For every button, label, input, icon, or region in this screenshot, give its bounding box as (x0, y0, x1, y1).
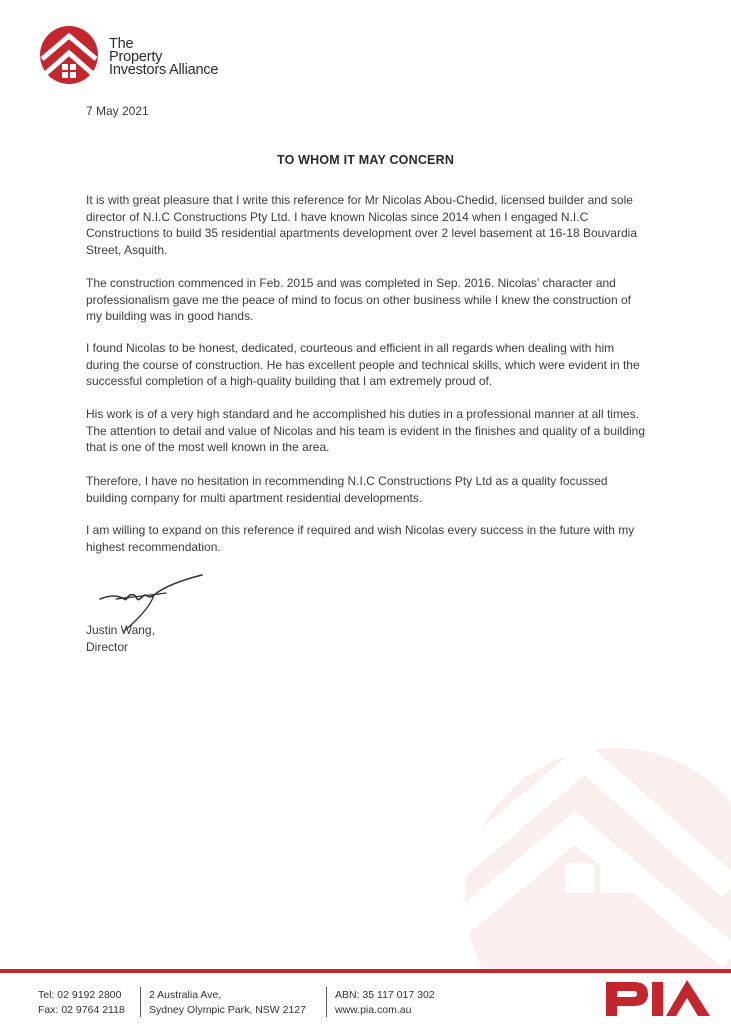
paragraph-5: Therefore, I have no hesitation in recommending N.I.C Constructions Pty Ltd as a quality focussed building company for multi apartment residential developments. (86, 474, 608, 505)
company-logo (38, 26, 238, 88)
footer-fax: Fax: 02 9764 2118 (38, 1003, 125, 1016)
footer-website[interactable]: www.pia.com.au (335, 1003, 412, 1016)
signatory-name: Justin Wang, (86, 623, 155, 637)
letter-heading: TO WHOM IT MAY CONCERN (276, 153, 455, 167)
signatory-block (86, 622, 155, 655)
footer-phone-block (38, 988, 125, 1017)
footer-address-line-1: 2 Australia Ave, (149, 989, 222, 1001)
house-watermark (455, 738, 731, 974)
paragraph-3: I found Nicolas to be honest, dedicated, courteous and efficient in all regards when dealing with him during the course of construction. He has excellent people and technical skills, which were evident in the successful completion of a high-quality building that I am extremely proud of. (86, 341, 640, 389)
logo-wordmark (109, 38, 218, 77)
logo-line-3: Investors Alliance (109, 62, 219, 78)
footer-divider (140, 987, 141, 1017)
signatory-title: Director (86, 639, 129, 654)
footer-divider (326, 987, 327, 1017)
house-logo-icon (38, 26, 104, 86)
letter-date: 7 May 2021 (86, 104, 149, 118)
paragraph-6: I am willing to expand on this reference if required and wish Nicolas every success in the future with my highest recommendation. (86, 523, 635, 554)
footer-address-block (149, 988, 306, 1017)
footer-tel: Tel: 02 9192 2800 (38, 989, 122, 1001)
logo-line-2: Property (109, 49, 163, 65)
footer-address-line-2: Sydney Olympic Park, NSW 2127 (149, 1003, 306, 1016)
paragraph-4: His work is of a very high standard and he accomplished his duties in a professional manner at all times. The attention to detail and value of Nicolas and his team is evident in the finishes and quality of a building that is one of the most well known in the area. (86, 407, 646, 455)
pia-logo (604, 978, 710, 1018)
footer-rule (0, 969, 731, 973)
logo-line-1: The (109, 36, 134, 52)
footer-abn: ABN: 35 117 017 302 (335, 989, 435, 1001)
footer-business-block (335, 988, 435, 1017)
paragraph-1: It is with great pleasure that I write this reference for Mr Nicolas Abou-Chedid, licensed builder and sole director of N.I.C Constructions Pty Ltd. I have known Nicolas since 2014 when I engaged N.I.C Constructions to build 35 residential apartments development over 2 level basement at 16-18 Bouvardia Street, Asquith. (86, 193, 637, 258)
paragraph-2: The construction commenced in Feb. 2015 and was completed in Sep. 2016. Nicolas’ character and professionalism gave me the peace of mind to focus on other business while I knew the construction of my building was in good hands. (86, 276, 631, 324)
